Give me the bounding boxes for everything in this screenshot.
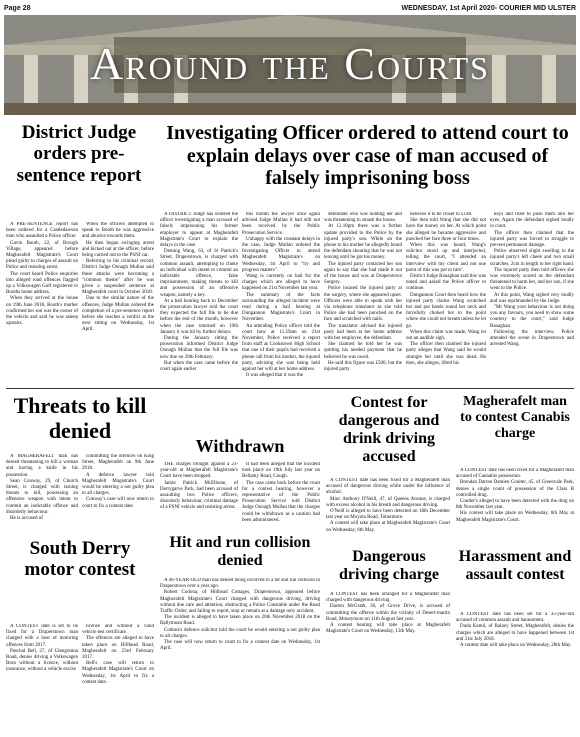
paragraph: Police observed slight swelling to the injured party's left cheek and two small scratches, 2cm in length to her right hand.	[490, 249, 574, 267]
paragraph: A PRE-SENTENCE report has been ordered for a Castledawson man who assaulted a Police officer.	[6, 222, 78, 240]
paragraph: A contest date will take place on Wednesday, 20th May.	[460, 643, 572, 649]
paragraph: Gavin Booth, 22, of Brough Village, appeared before Magherafelt Magistrate's Court plead guilty to charges of assault on Police and resisting arrest.	[6, 240, 78, 271]
paragraph: believes it to be closer to £140.	[410, 212, 473, 217]
story-investigating-col3	[324, 212, 402, 384]
paragraph: She claimed he told her he was quitting his needed payment that he believed he was owed.	[324, 342, 402, 360]
story-withdrawn-col2	[242, 462, 320, 532]
headline-hit-and-run: Hit and run collision denied	[169, 534, 311, 570]
story-district-judge-col1	[6, 222, 78, 384]
paragraph: Duda Kamil, of Rainey Street, Magherafelt, denies the charges which are alleged to have happened between 1st and 31st July 2018.	[456, 624, 574, 642]
paragraph: A CONTEST has been arranged for a Magherafelt man charged with dangerous driving.	[326, 592, 450, 604]
paragraph: Due to the similar nature of the offences, Judge Mullan ordered the completion of a pre-sentence report before she reaches a verdict at the next sitting on Wednesday, 1st April.	[82, 296, 154, 333]
paragraph: It had been alleged that the incident took place on 19th July last year on Bellamy Road, Cough.	[242, 462, 320, 480]
paragraph: Unhappy with the constant delays in the case, Judge Mullan ordered the Investigating Officer to attend Magherafelt Magistrate's on Wednesday, 1st April to "try and progress matters".	[242, 236, 320, 273]
paragraph: At this point, Wang sighed very loudly and was reprimanded by the Judge.	[490, 292, 574, 304]
paragraph: The injured party contacted her son again to say that she had made it out of the house and was at Draperstown Surgery.	[324, 261, 402, 286]
paragraph: The court heard Police enquiries into alleged road offences flagged up a Volkswagen Golf registered to Booths home address.	[6, 271, 78, 296]
story-threats-col1	[6, 454, 78, 534]
story-hit-and-run	[160, 578, 320, 658]
headline-district-judge: District Judge orders pre-sentence report	[16, 122, 142, 186]
headline-dangerous-driving: Dangerous driving charge	[339, 548, 439, 584]
paragraph: Coulter's alleged to have been detected with the drug on 8th November last year.	[456, 499, 574, 511]
paragraph: Wang is currently on bail for the charges which are alleged to have happened on 21st November last year.	[242, 274, 320, 292]
paragraph: A defence lawyer told Magherafelt Magistrate's Court would be entering a not guilty plea to all charges.	[82, 472, 154, 497]
paragraph: Robert Codona, of Hillhead Cottages, Draperstown, appeared before Magherafelt Magistrate's Court charged with dangerous driving, driving without due care and attention, obstructing a Police Constable under the Road Traffic Order, and failing to report, stop or remain at a damage only accident.	[160, 590, 320, 615]
page-header	[4, 2, 576, 14]
paragraph: He then began swinging arrest and kicked out at the officer, before being carried out to the PSNI car.	[82, 240, 154, 259]
story-investigating-col2	[242, 212, 320, 384]
paragraph: A CONTEST date has been set for a 35-year-old accused of common assault and harassment.	[456, 612, 574, 624]
paragraph: licence and without a valid vehicle test certificate.	[82, 624, 154, 636]
paragraph: The injured party then told officers she was extremely scared as the defendant threatened to harm her, and her son, if she went to the Police.	[490, 267, 574, 292]
paragraph: District Judge Ranaghan said this was noted and asked the Police officer to continue.	[406, 274, 486, 292]
headline-contest-dangerous: Contest for dangerous and drink driving accused	[338, 394, 440, 466]
paragraph: He is accused of	[10, 516, 43, 522]
story-withdrawn-col1	[160, 462, 238, 532]
paragraph: Paschal Bell, 27, of Glengomna Road, denies driving a Volkswagen Bora without a licence, without insurance, without a vehicle excise	[6, 648, 78, 673]
paragraph: The offences are alleged to have taken place on Hillhead Road, Magherafelt on 23rd February 2017.	[82, 636, 154, 661]
paragraph: Darren McGrath, 36, of Grove Drive, is accused of committing the offence within the vicinity of Desert-martin Road, Moneymore on 11th August last year.	[326, 604, 450, 622]
story-investigating-col1	[160, 212, 238, 384]
paragraph: Brendan Darren Damien Coulter, 45, of Greenvale Park, denies a single count of possession of the Class B controlled drug.	[456, 480, 574, 498]
paragraph: A CONTEST date is set to be fixed for a Draperstown man charged with a host of motoring offences from 2017.	[6, 624, 78, 648]
story-contest-dangerous	[326, 478, 450, 546]
paragraph: He said this figure was £500, but the injured party	[324, 360, 402, 373]
paragraph: Sean Conway, 29, of Church Street, is charged with issuing threats to kill, possessing an offensive weapon with intent to commit an indictable offence and disorderly behaviour.	[6, 478, 78, 515]
story-south-derry-col1	[6, 624, 78, 728]
paragraph: But when the case came before the court again earlier	[160, 360, 238, 373]
paragraph: Dungannon Court then heard how the injured party claims Wang scratched her and put hands round her neck and forcefully choked her to the point where she could not breath unless he let go.	[406, 292, 486, 329]
paragraph: Codona's defence solicitor told the court he would entering a not guilty plea to all charges.	[160, 627, 320, 639]
story-magherafelt-canabis	[456, 468, 574, 544]
story-threats-col2	[82, 454, 154, 534]
paragraph: The summary of the facts surrounding the alleged incident were read during a bail hearing at Dungannon Magistrate's Court in November.	[242, 292, 320, 323]
paragraph: When they arrived at the house on 19th June 2018, Booth's mother confirmed her son was the owner of the vehicle and said he was asleep upstairs.	[6, 296, 78, 327]
section-divider	[6, 388, 574, 389]
banner-title: Around the Courts	[90, 38, 490, 89]
headline-investigating-officer: Investigating Officer ordered to attend court to explain delays over case of man accused of falsely imprisoning boss	[166, 122, 569, 190]
story-district-judge-col2	[82, 222, 154, 384]
paragraph: She then told Wang that she did not have the money on her. At which point she alleged he became aggressive and punched her face three or four times.	[406, 218, 486, 242]
story-south-derry-col2	[82, 624, 154, 728]
headline-magherafelt-canabis: Magherafelt man to contest Canabis charge	[460, 394, 570, 441]
paragraph: At 12.18pm there was a further update provided to the Police by the injured party's son. While on the phone to his mother he allegedly heard the defendant shouting that he was not leaving until he got his money.	[324, 224, 402, 261]
paragraph: committing the offences on King Street, Magherafelt on 9th June 2018.	[82, 454, 154, 472]
paragraph: At a bail hearing back in December the prosecution lawyer told the court they expected the full file to be due before the end of the month, however when the case returned on 19th January it was hit by further delays.	[160, 298, 238, 335]
story-dangerous-driving	[326, 592, 450, 648]
paragraph: A CONTEST date has been fixed for a Magherafelt man accused of dangerous driving while under the influence of alcohol.	[326, 478, 450, 496]
paragraph: The officer then claimed the injured party alleges that Wang said he would strangle her until she was dead. He then, she alleges, lifted his	[406, 342, 486, 366]
paragraph: A contest will take place at Magherafelt Magistrate's Court on Wednesday, 6th May.	[326, 521, 450, 533]
paragraph: Jamie Patrick McElhone, of Derrygarve Park, had been accused of assaulting two Police officers, disorderly behaviour, criminal damage of a PSNI vehicle and resisting arrest.	[160, 480, 238, 511]
paragraph: "Mr Wang your behaviour is not doing you any favours, you need to show some courtesy to the court," said Judge Ranaghan.	[490, 305, 574, 329]
paragraph: A DISTRICT Judge has ordered the officer investigating a man accused of falsely imprisoning his former employer to appear at Magherafelt Magistrate's Court to explain the delays in the case.	[160, 212, 238, 249]
paragraph: THE charges brought against a 23-year-old at Magherafelt Magistrate's Court have been dropped.	[160, 462, 238, 480]
paragraph: defendant who was holding her and was threatening to smash the house.	[324, 212, 402, 224]
paragraph: Conway's case will now return to court to fix a contest date.	[82, 497, 154, 509]
paragraph: Deming Wang, 63, of St Patrick's Street, Draperstown, is charged with common assault, attempting to choke an individual with intent to commit an indictable offence, false imprisonment, making threats to kill and possession of an offensive weapon, namely a key.	[160, 249, 238, 298]
headline-threats: Threats to kill denied	[13, 393, 147, 443]
paragraph: Marc Anthony O'Neill, 47, of Queens Avenue, is charged with excess alcohol in his breath and dangerous driving.	[326, 496, 450, 508]
paragraph: The translator advised the injured party had been at her home address with her employee, the defendant.	[324, 323, 402, 342]
paragraph: During the January sitting the prosecution informed District Judge Oonagh Mullan that the full file was now due on 20th February.	[160, 336, 238, 360]
page-number: Page 28	[4, 4, 31, 12]
paragraph: When the officers attempted to speak to Booth he was aggressive and abusive towards them.	[82, 222, 154, 240]
paragraph: keys and tried to push them into her eyes. Again the defendant sighed loudly in court.	[490, 212, 574, 230]
headline-withdrawn: Withdrawn	[195, 436, 285, 456]
paragraph: The incident is alleged to have taken place on 26th November 2018 on the Ballymoan Road.	[160, 615, 320, 627]
paragraph: The case will now return to court to fix a contest date on Wednesday, 1st April.	[160, 640, 320, 652]
paragraph: this month the lawyer once again advised Judge Mullan it had still not been received by the Public Prosecution Service.	[242, 212, 320, 236]
story-investigating-col4	[406, 212, 486, 384]
paragraph: When this was heard, Wang's solicitor stood up and interjected, telling the court, "I attended an interview with my client and not one point of this was put to him".	[406, 243, 486, 273]
story-harassment	[456, 612, 574, 672]
paragraph: When this claim was made, Wang let out an audible sigh.	[406, 329, 486, 342]
headline-south-derry: South Derry motor contest	[24, 538, 136, 581]
paragraph: The case came back before the court for a contest hearing, however a representative of the Public Prosecution Service told District Judge Oonagh Mullan that the charges could be withdrawn as a caution had been administered.	[242, 480, 320, 523]
paragraph: A contest hearing will take place at Magherafelt Magistrate's Court on Wednesday, 13th May.	[326, 623, 450, 635]
story-investigating-col5	[490, 212, 574, 384]
paragraph: Referring to his criminal record, District Judge Oonagh Mullan said these attacks were becoming a "common theme" after he was given a suspended sentence at Magherafelt court in October 2018.	[82, 259, 154, 296]
paragraph: Police located the injured party at the surgery, where she appeared upset. Officers were able to speak with her via telephone translator as she told Police she had been punched on the face and scratched with nails.	[324, 286, 402, 323]
paragraph: Bell's case will return to Magherafelt Magistrate's Court on Wednesday, 1st April to fix a contest date.	[82, 661, 154, 685]
paragraph: A CONTEST date has been fixed for a Magherafelt man accused of Cannabis possession.	[456, 468, 574, 480]
paragraph: Following the interview, Police attended the scene in Draperstown and arrested Wang.	[490, 329, 574, 348]
dateline: WEDNESDAY, 1st April 2020- COURIER MID ULSTER	[401, 4, 576, 12]
paragraph: O'Neill is alleged to have been detected on 18th December last year on Moyola Road, Tobermore.	[326, 509, 450, 521]
section-banner	[4, 15, 576, 115]
paragraph: The officer then claimed that the injured party was forced to struggle to prevent permanent damage.	[490, 230, 574, 249]
paragraph: His contest will take place on Wednesday, 6th May at Magherafelt Magistrate's Court.	[456, 511, 574, 523]
headline-harassment: Harassment and assault contest	[458, 548, 572, 584]
paragraph: A MAGHERAFELT man has denied threatening to kill a woman and having a knife in his possession.	[6, 454, 78, 478]
paragraph: It was alleged that it was the	[246, 373, 303, 379]
paragraph: An attending Police officer told the court how at 11.59am on 21st November, Police received a report from staff at Cookstown High School that one of their pupils had received a phone call from his mother, the injured party, advising she was being held against her will at her home address.	[242, 323, 320, 373]
paragraph: A 46-YEAR-OLD man has denied being involved in a hit and run collision in Draperstown over a year ago.	[160, 578, 320, 590]
